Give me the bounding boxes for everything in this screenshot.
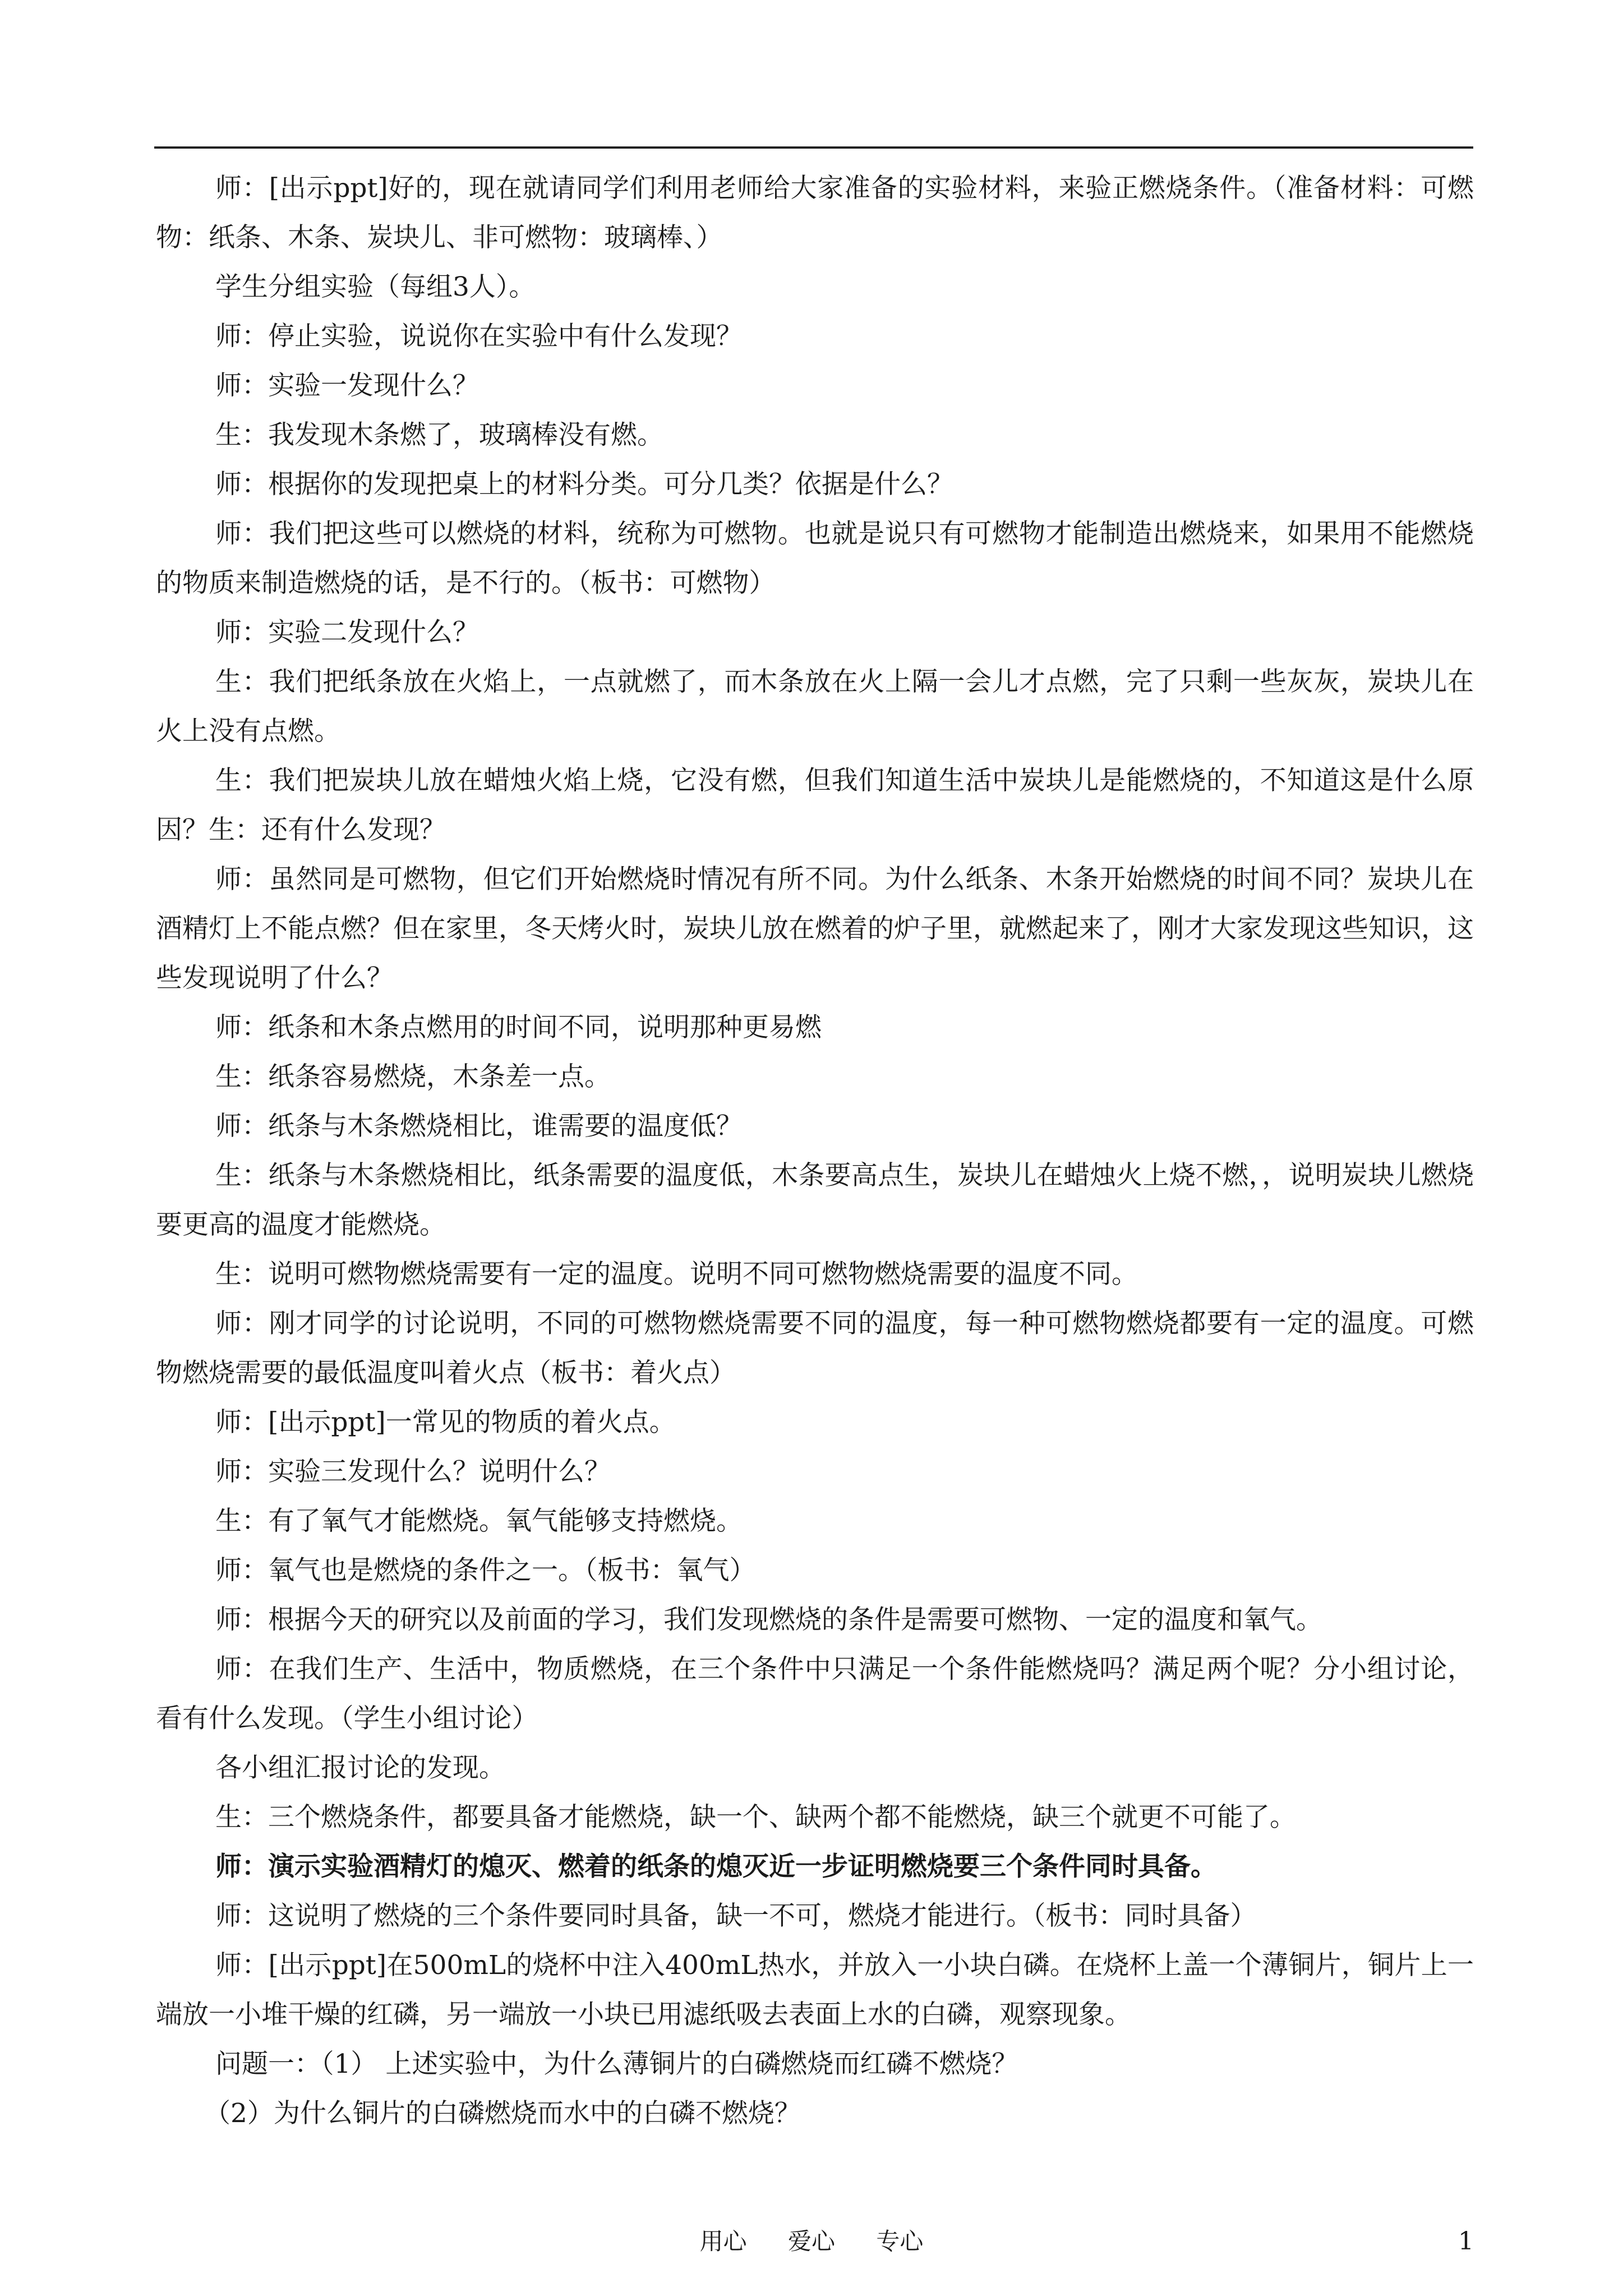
paragraph-8: 师：实验二发现什么？ — [215, 617, 479, 648]
paragraph-20: 生：有了氧气才能燃烧。氧气能够支持燃烧。 — [215, 1506, 743, 1536]
paragraph-28: 师：[出示ppt]在500mL的烧杯中注入400mL热水，并放入一小块白磷。在烧杯上盖一个薄铜片，铜片上一端放一小堆干燥的红磷，另一端放一小块已用滤纸吸去表面上水的白磷，观察现象。 — [156, 1950, 1474, 2030]
paragraph-30: （2）为什么铜片的白磷燃烧而水中的白磷不燃烧？ — [204, 2098, 801, 2129]
paragraph-9: 生：我们把纸条放在火焰上，一点就燃了，而木条放在火上隔一会儿才点燃，完了只剩一些灰灰，炭块儿在火上没有点燃。 — [156, 666, 1474, 747]
paragraph-15: 生：纸条与木条燃烧相比，纸条需要的温度低，木条要高点生，炭块儿在蜡烛火上烧不燃，，说明炭块儿燃烧要更高的温度才能燃烧。 — [156, 1160, 1474, 1240]
paragraph-7: 师：我们把这些可以燃烧的材料，统称为可燃物。也就是说只有可燃物才能制造出燃烧来，如果用不能燃烧的物质来制造燃烧的话，是不行的。（板书：可燃物） — [156, 518, 1474, 599]
paragraph-21: 师：氧气也是燃烧的条件之一。（板书：氧气） — [215, 1555, 756, 1586]
paragraph-6: 师：根据你的发现把桌上的材料分类。可分几类？依据是什么？ — [215, 469, 953, 500]
paragraph-16: 生：说明可燃物燃烧需要有一定的温度。说明不同可燃物燃烧需要的温度不同。 — [215, 1259, 1138, 1290]
paragraph-19: 师：实验三发现什么？说明什么？ — [215, 1456, 611, 1487]
page-number: 1 — [1458, 2227, 1474, 2256]
paragraph-29: 问题一：（1） 上述实验中，为什么薄铜片的白磷燃烧而红磷不燃烧？ — [215, 2049, 1018, 2079]
paragraph-18: 师：[出示ppt]一常见的物质的着火点。 — [215, 1407, 676, 1438]
paragraph-12: 师：纸条和木条点燃用的时间不同，说明那种更易燃 — [215, 1012, 822, 1043]
footer-motto-1: 用心 — [699, 2228, 747, 2255]
paragraph-11: 师：虽然同是可燃物，但它们开始燃烧时情况有所不同。为什么纸条、木条开始燃烧的时间不同？炭块儿在酒精灯上不能点燃？但在家里，冬天烤火时，炭块儿放在燃着的炉子里，就燃起来了，刚才大家发现这些知识，这些发现说明了什么？ — [156, 864, 1474, 993]
paragraph-17: 师：刚才同学的讨论说明，不同的可燃物燃烧需要不同的温度，每一种可燃物燃烧都要有一定的温度。可燃物燃烧需要的最低温度叫着火点（板书：着火点） — [156, 1308, 1474, 1388]
footer-motto-2: 爱心 — [787, 2228, 835, 2255]
paragraph-22: 师：根据今天的研究以及前面的学习，我们发现燃烧的条件是需要可燃物、一定的温度和氧气。 — [215, 1604, 1322, 1635]
paragraph-26-bold: 师：演示实验酒精灯的熄灭、燃着的纸条的熄灭近一步证明燃烧要三个条件同时具备。 — [215, 1851, 1217, 1882]
paragraph-27: 师：这说明了燃烧的三个条件要同时具备，缺一不可，燃烧才能进行。（板书：同时具备） — [215, 1901, 1257, 1931]
header-rule — [154, 146, 1473, 149]
footer-motto-3: 专心 — [876, 2228, 924, 2255]
document-body — [156, 164, 1474, 2138]
paragraph-14: 师：纸条与木条燃烧相比，谁需要的温度低？ — [215, 1111, 743, 1142]
paragraph-24: 各小组汇报讨论的发现。 — [215, 1752, 505, 1783]
paragraph-10: 生：我们把炭块儿放在蜡烛火焰上烧，它没有燃，但我们知道生活中炭块儿是能燃烧的，不知道这是什么原因？生：还有什么发现？ — [156, 765, 1474, 845]
paragraph-3: 师：停止实验，说说你在实验中有什么发现？ — [215, 321, 743, 352]
footer-mottos — [0, 2226, 1623, 2257]
paragraph-2: 学生分组实验（每组3人）。 — [215, 272, 536, 302]
paragraph-13: 生：纸条容易燃烧，木条差一点。 — [215, 1061, 611, 1092]
paragraph-5: 生：我发现木条燃了，玻璃棒没有燃。 — [215, 420, 663, 450]
paragraph-23: 师：在我们生产、生活中，物质燃烧，在三个条件中只满足一个条件能燃烧吗？满足两个呢？分小组讨论，看有什么发现。（学生小组讨论） — [156, 1654, 1474, 1734]
paragraph-1: 师：[出示ppt]好的，现在就请同学们利用老师给大家准备的实验材料，来验正燃烧条件。（准备材料：可燃物：纸条、木条、炭块儿、非可燃物：玻璃棒、） — [156, 173, 1474, 253]
paragraph-25: 生：三个燃烧条件，都要具备才能燃烧，缺一个、缺两个都不能燃烧，缺三个就更不可能了。 — [215, 1802, 1296, 1833]
paragraph-4: 师：实验一发现什么？ — [215, 370, 479, 401]
